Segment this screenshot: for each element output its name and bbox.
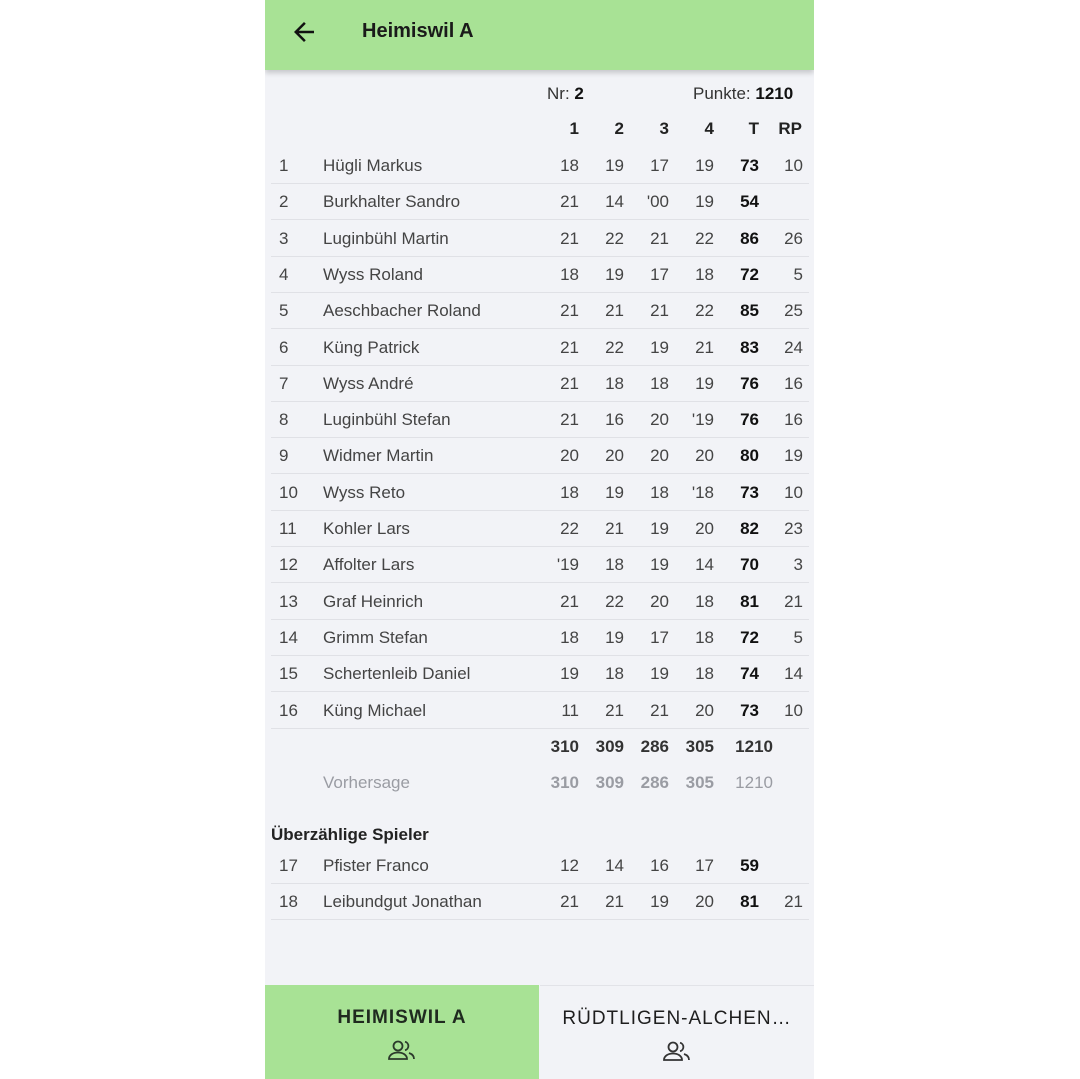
table-row[interactable] [271,220,809,257]
score-cell: 20 [605,446,624,466]
player-name: Aeschbacher Roland [323,301,481,321]
score-cell: 18 [605,664,624,684]
rp-cell: 21 [784,591,803,611]
extra-players-heading: Überzählige Spieler [271,825,429,844]
table-row[interactable] [271,619,809,656]
table-row[interactable] [271,546,809,583]
score-cell: 22 [605,337,624,357]
score-cell: '19 [691,410,714,430]
prediction-row [271,764,809,800]
rp-cell: 14 [784,664,803,684]
player-name: Hügli Markus [323,156,423,175]
score-cell: 21 [560,228,579,248]
score-cell: 16 [650,856,669,875]
score-cell: '18 [691,482,714,502]
prediction-cell: 310 [550,773,579,792]
total-score-cell: 74 [740,664,759,684]
rank-cell: 18 [279,892,298,912]
score-cell: 21 [605,301,624,321]
player-name: Leibundgut Jonathan [323,892,482,912]
score-cell: 21 [560,192,579,212]
total-score-cell: 73 [740,482,759,502]
score-cell: 19 [695,373,714,393]
rank-cell: 1 [279,156,289,175]
totals-row [271,728,809,764]
rank-cell: 2 [279,192,289,212]
score-cell: 21 [650,228,669,248]
score-cell: 19 [650,555,669,575]
rank-cell: 13 [279,591,298,611]
rp-cell: 10 [784,156,803,175]
table-row[interactable] [271,256,809,293]
back-arrow-icon[interactable] [289,17,319,47]
score-cell: 19 [560,664,579,684]
player-name: Küng Michael [323,700,427,720]
bottom-tab-bar [265,985,814,1079]
column-header: 3 [659,119,669,138]
score-cell: 21 [695,337,714,357]
rp-cell: 3 [793,555,803,575]
total-score-cell: 82 [740,519,759,538]
total-score-cell: 59 [740,856,759,875]
score-cell: 18 [560,156,579,175]
player-name: Luginbühl Martin [323,228,449,248]
score-cell: 21 [650,301,669,321]
group-icon [386,1038,418,1062]
rp-cell: 23 [784,519,803,538]
total-score-cell: 81 [740,591,759,611]
rp-cell: 25 [784,301,803,321]
rp-cell: 10 [784,700,803,720]
punkte-value: 1210 [755,84,794,103]
column-header: T [748,119,759,138]
rp-cell: 21 [784,892,803,912]
rank-cell: 8 [279,410,289,430]
rank-cell: 16 [279,700,298,720]
player-name: Widmer Martin [323,446,434,466]
score-cell: 21 [560,373,579,393]
page-title: Heimiswil A [362,20,474,42]
score-cell: 20 [650,591,669,611]
player-name: Burkhalter Sandro [323,192,461,212]
player-name: Schertenleib Daniel [323,664,471,684]
player-name: Kohler Lars [323,519,410,538]
rank-cell: 7 [279,373,289,393]
score-cell: 18 [605,555,624,575]
total-score-cell: 80 [740,446,759,466]
column-header: 4 [704,119,714,138]
score-cell: 21 [605,519,624,538]
score-cell: 17 [650,627,669,647]
rank-cell: 15 [279,664,298,684]
rp-cell: 16 [784,373,803,393]
player-name: Wyss Reto [323,482,406,502]
table-row[interactable] [271,183,809,220]
rank-cell: 6 [279,337,289,357]
score-cell: 20 [695,700,714,720]
score-cell: 18 [650,482,669,502]
total-score-cell: 85 [740,301,759,321]
prediction-cell: 305 [685,773,714,792]
score-cell: 16 [605,410,624,430]
score-cell: 21 [560,410,579,430]
tab-heimiswil-a[interactable] [265,985,539,1079]
player-name: Luginbühl Stefan [323,410,451,430]
prediction-label: Vorhersage [323,773,410,792]
score-cell: 21 [605,892,624,912]
rp-cell: 24 [784,337,803,357]
rank-cell: 14 [279,627,298,647]
score-cell: 22 [605,228,624,248]
app-screen [265,0,814,1079]
score-cell: 19 [650,337,669,357]
nr-label: Nr: [547,84,570,103]
score-cell: 18 [560,482,579,502]
score-cell: 18 [695,591,714,611]
score-cell: 20 [650,446,669,466]
table-row[interactable] [271,147,809,184]
total-score-cell: 73 [740,156,759,175]
prediction-cell: 309 [595,773,624,792]
table-row[interactable] [271,847,809,884]
score-cell: 20 [650,410,669,430]
table-row[interactable] [271,883,809,920]
score-cell: 20 [695,892,714,912]
score-cell: 21 [605,700,624,720]
total-score-cell: 83 [740,337,759,357]
total-cell: 1210 [735,737,773,756]
score-cell: 18 [560,627,579,647]
total-score-cell: 70 [740,555,759,575]
score-cell: '00 [646,192,669,212]
total-score-cell: 54 [740,192,759,212]
punkte-label: Punkte: [693,84,751,103]
app-bar [265,0,814,70]
column-header: 1 [569,119,579,138]
total-cell: 286 [640,737,669,756]
player-name: Affolter Lars [323,555,415,575]
team-points [693,84,793,104]
score-cell: 21 [560,301,579,321]
player-name: Graf Heinrich [323,591,424,611]
score-cell: 22 [695,301,714,321]
table-row[interactable] [271,329,809,366]
total-cell: 309 [595,737,624,756]
score-cell: 19 [605,264,624,284]
player-name: Wyss André [323,373,414,393]
tab-ruedtligen-alchen[interactable] [540,985,814,1079]
rank-cell: 9 [279,446,289,466]
score-cell: 14 [695,555,714,575]
column-header: 2 [614,119,624,138]
table-row[interactable] [271,401,809,438]
score-cell: 18 [605,373,624,393]
total-score-cell: 76 [740,373,759,393]
score-cell: 19 [695,192,714,212]
tab-label: RÜDTLIGEN-ALCHEN… [562,1008,792,1029]
table-row[interactable] [271,692,809,729]
total-score-cell: 73 [740,700,759,720]
table-row[interactable] [271,655,809,692]
score-cell: 18 [650,373,669,393]
prediction-cell: 286 [640,773,669,792]
score-cell: 19 [650,519,669,538]
rank-cell: 12 [279,555,298,575]
table-row[interactable] [271,292,809,329]
table-row[interactable] [271,583,809,620]
score-cell: 19 [605,482,624,502]
rank-cell: 3 [279,228,289,248]
table-row[interactable] [271,510,809,547]
score-cell: 21 [560,892,579,912]
score-cell: 19 [650,664,669,684]
total-cell: 305 [685,737,714,756]
score-cell: 21 [650,700,669,720]
group-icon [661,1039,693,1063]
score-cell: 19 [605,627,624,647]
rank-cell: 5 [279,301,289,321]
rank-cell: 11 [279,519,297,538]
total-score-cell: 72 [740,627,759,647]
score-cell: 14 [605,192,624,212]
column-header: RP [778,119,802,138]
score-cell: 14 [605,856,624,875]
score-cell: 19 [650,892,669,912]
rp-cell: 5 [793,264,803,284]
rp-cell: 19 [784,446,803,466]
score-cell: 20 [560,446,579,466]
player-name: Grimm Stefan [323,627,428,647]
score-cell: 18 [695,264,714,284]
score-cell: 12 [560,856,579,875]
rank-cell: 17 [279,856,298,875]
score-cell: 17 [650,156,669,175]
score-cell: 22 [695,228,714,248]
score-cell: 20 [695,446,714,466]
score-cell: 22 [560,519,579,538]
rank-cell: 10 [279,482,298,502]
score-cell: 18 [695,627,714,647]
score-cell: 18 [560,264,579,284]
total-score-cell: 76 [740,410,759,430]
nr-value: 2 [574,84,584,103]
score-cell: 21 [560,591,579,611]
player-name: Wyss Roland [323,264,423,284]
table-row[interactable] [271,365,809,402]
rp-cell: 16 [784,410,803,430]
table-row[interactable] [271,474,809,511]
score-cell: 17 [650,264,669,284]
score-cell: 11 [561,700,579,720]
total-score-cell: 86 [740,228,759,248]
score-cell: '19 [556,555,579,575]
rp-cell: 5 [793,627,803,647]
score-cell: 20 [695,519,714,538]
table-row[interactable] [271,437,809,474]
team-number [547,84,584,104]
score-cell: 21 [560,337,579,357]
player-name: Pfister Franco [323,856,429,875]
total-score-cell: 72 [740,264,759,284]
total-cell: 310 [550,737,579,756]
score-cell: 19 [695,156,714,175]
tab-label: HEIMISWIL A [337,1007,467,1028]
total-score-cell: 81 [740,892,759,912]
prediction-cell: 1210 [735,773,773,792]
rp-cell: 10 [784,482,803,502]
player-name: Küng Patrick [323,337,420,357]
score-cell: 22 [605,591,624,611]
score-cell: 18 [695,664,714,684]
score-cell: 19 [605,156,624,175]
rank-cell: 4 [279,264,289,284]
rp-cell: 26 [784,228,803,248]
score-cell: 17 [695,856,714,875]
